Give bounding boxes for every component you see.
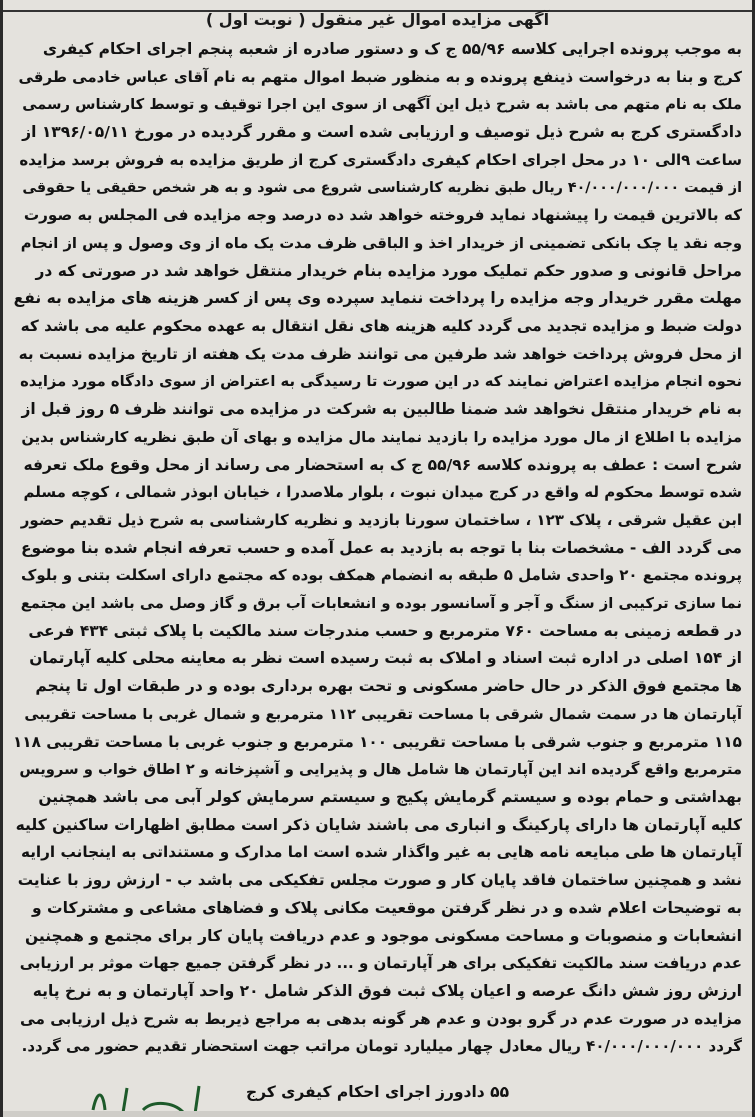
notice-line: از قیمت ۴۰/۰۰۰/۰۰۰/۰۰۰ ریال طبق نظریه کارشناسی شروع می شود و به هر شخص حقیقی یا حقوقی xyxy=(22,179,742,196)
notice-line: از ۱۵۴ اصلی در اداره ثبت اسناد و املاک به ثبت رسیده است نظر به معاینه محلی کلیه آپارتمان xyxy=(29,649,742,668)
notice-line: نما سازی ترکیبی از سنگ و آجر و آسانسور بوده و انشعابات آب برق و گاز وصل می باشد این مجتمع xyxy=(20,595,742,613)
notice-line: گردد ۴۰/۰۰۰/۰۰۰/۰۰۰ ریال معادل چهار میلیارد تومان مراتب جهت استحضار تقدیم حضور می گردد. xyxy=(21,1037,742,1056)
notice-line: ها مجتمع فوق الذکر در حال حاضر مسکونی و تحت بهره برداری بوده و در طبقات اول تا پنجم xyxy=(35,677,742,696)
notice-line: مترمربع واقع گردیده اند این آپارتمان ها شامل هال و پذیرایی و آشپزخانه و ۲ اطاق خواب و سرویس xyxy=(19,761,742,779)
notice-line: نشد و همچنین ساختمان فاقد پایان کار و صورت مجلس تفکیکی می باشد ب - ارزش روز با عنایت xyxy=(17,871,742,890)
notice-line: دادگستری کرج به شرح ذیل توصیف و ارزیابی شده است و مقرر گردیده در مورخ ۱۳۹۶/۰۵/۱۱ از xyxy=(22,123,742,142)
notice-line: مهلت مقرر خریدار وجه مزایده را پرداخت ننماید سپرده وی پس از کسر هزینه های مزایده به نفع xyxy=(13,289,742,308)
signature-line: ۵۵ دادورز اجرای احکام کیفری کرج xyxy=(245,1083,510,1101)
notice-line: ابن عقیل شرقی ، پلاک ۱۲۳ ، ساختمان سورنا بازدید و نظریه کارشناسی به شرح ذیل تقدیم حضور xyxy=(20,510,742,529)
notice-line: به توضیحات اعلام شده و در نظر گرفتن موقعیت مکانی پلاک و فضاهای مشاعی و مشترکات و xyxy=(32,898,742,917)
notice-line: کرج و بنا به درخواست ذینفع پرونده و به منظور ضبط اموال متهم به نام آقای عباس خادمی طرقی xyxy=(18,67,742,86)
notice-line: در قطعه زمینی به مساحت ۷۶۰ مترمربع و حسب مندرجات سند مالکیت با پلاک ثبتی ۴۳۴ فرعی xyxy=(28,621,742,640)
notice-line: وجه نقد یا چک بانکی تضمینی از خریدار اخذ و الباقی ظرف مدت یک ماه از وی وصول و پس از انجام xyxy=(20,234,742,252)
notice-line: کلیه آپارتمان ها دارای پارکینگ و انباری می باشند شایان ذکر است مطابق اظهارات ساکنین کلیه xyxy=(15,815,742,834)
notice-line: بهداشتی و حمام بوده و سیستم گرمایش پکیج و سیستم سرمایش کولر آبی می باشد همچنین xyxy=(38,787,742,806)
notice-line: شده توسط محکوم له واقع در کرج میدان نبوت ، بلوار ملاصدرا ، خیابان ابوذر شمالی ، کوچه مسلم xyxy=(23,483,742,502)
notice-line: به نام خریدار منتقل نخواهد شد ضمنا طالبین به شرکت در مزایده می توانند ظرف ۵ روز قبل از xyxy=(21,400,742,419)
notice-line: ۱۱۵ مترمربع و جنوب شرقی با مساحت تقریبی ۱۰۰ مترمربع و جنوب غربی با مساحت تقریبی ۱۱۸ xyxy=(13,732,742,751)
notice-line: که بالاترین قیمت را پیشنهاد نماید فروخته خواهد شد ده درصد وجه مزایده فی المجلس به صورت xyxy=(23,206,742,225)
bottom-edge xyxy=(3,1111,752,1117)
notice-line: ارزش روز شش دانگ عرصه و اعیان پلاک ثبت فوق الذکر شامل ۲۰ واحد آپارتمان و به نرخ پایه xyxy=(32,981,742,1000)
notice-line: دولت ضبط و مزایده تجدید می گردد کلیه هزینه های نقل انتقال به عهده محکوم علیه می باشد که xyxy=(20,317,742,336)
notice-line: عدم دریافت سند مالکیت تفکیکی برای هر آپارتمان و ... در نظر گرفتن جمیع جهات موثر بر ارزیابی xyxy=(19,954,742,973)
notice-line: می گردد الف - مشخصات بنا با توجه به بازدید به عمل آمده و حسب تعرفه انجام شده بنا موضوع xyxy=(20,538,742,557)
notice-line: مزایده با اطلاع از مال مورد مزایده را بازدید نمایند مال مزایده و بهای آن طبق نظریه کارشناس بدین xyxy=(21,428,742,446)
notice-line: نحوه انجام مزایده اعتراض نمایند که در این صورت تا رسیدگی به اعتراض از سوی دادگاه مورد مزایده xyxy=(20,373,742,391)
notice-line: انشعابات و منصوبات و مساحت مسکونی موجود و عدم دریافت پایان کار برای مجتمع و همچنین xyxy=(24,926,742,945)
notice-line: پرونده مجتمع ۲۰ واحدی شامل ۵ طبقه به انضمام همکف بوده که مجتمع دارای اسکلت بتنی و بلوک xyxy=(21,566,742,585)
notice-title: آگهی مزایده اموال غیر منقول ( نوبت اول ) xyxy=(205,10,550,29)
notice-line: آپارتمان ها در سمت شمال شرقی با مساحت تقریبی ۱۱۲ مترمربع و شمال غربی با مساحت تقریبی xyxy=(24,705,742,723)
notice-line: به موجب پرونده اجرایی کلاسه ۵۵/۹۶ ج ک و دستور صادره از شعبه پنجم اجرای احکام کیفری xyxy=(42,40,742,58)
notice-body xyxy=(13,36,742,1061)
notice-line: ملک به نام متهم می باشد به شرح ذیل این آگهی از سوی این اجرا توقیف و توسط کارشناس رسمی xyxy=(22,96,742,114)
notice-line: مزایده در صورت عدم در گرو بودن و عدم هر گونه بدهی به مراجع ذیربط به شرح ذیل ارزیابی می xyxy=(20,1009,742,1028)
notice-line: مراحل قانونی و صدور حکم تملیک مورد مزایده بنام خریدار منتقل خواهد شد در صورتی که در xyxy=(35,261,742,280)
notice-line: آپارتمان ها طی مبایعه نامه هایی به غیر واگذار شده است اما مدارک و مستنداتی به اینجانب ارایه xyxy=(20,843,742,862)
notice-line: از محل فروش پرداخت خواهد شد طرفین می توانند ظرف مدت یک هفته از تاریخ مزایده نسبت به xyxy=(18,344,742,363)
notice-line: شرح است : عطف به پرونده کلاسه ۵۵/۹۶ ج ک به استحضار می رساند از محل وقوع ملک تعرفه xyxy=(23,455,742,474)
notice-line: ساعت ۹الی ۱۰ در محل اجرای احکام کیفری دادگستری کرج از طریق مزایده به فروش برسد مزایده xyxy=(19,150,742,169)
